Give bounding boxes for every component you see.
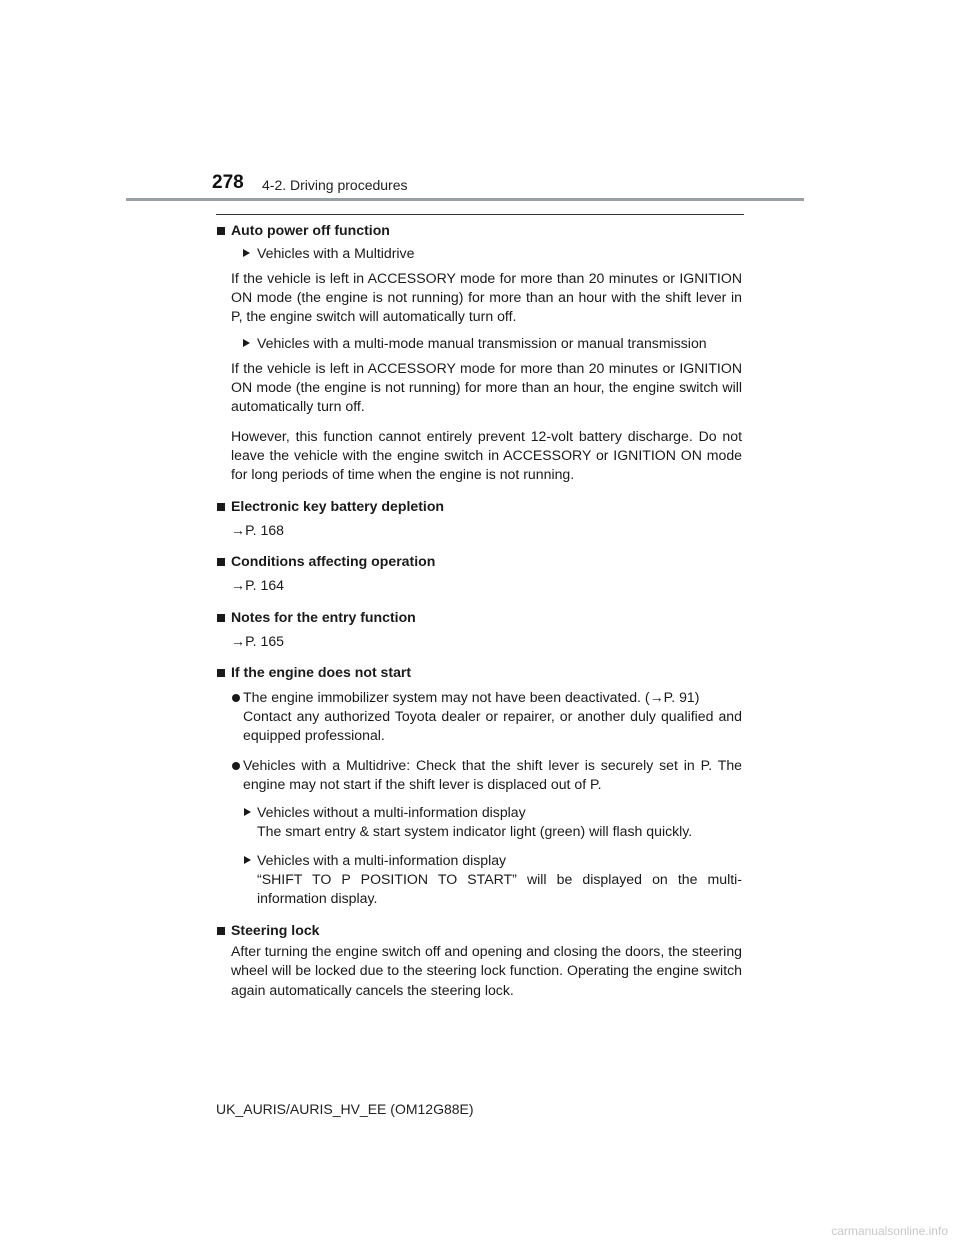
triangle-bullet-icon xyxy=(243,249,250,257)
round-bullet-icon xyxy=(232,694,240,702)
page-content xyxy=(216,221,742,1000)
header-rule xyxy=(126,198,804,201)
heading-entry-function: Notes for the entry function xyxy=(216,608,742,627)
triangle-bullet-icon xyxy=(244,808,251,816)
subheading-multidrive: Vehicles with a Multidrive xyxy=(216,244,742,263)
triangle-bullet-icon xyxy=(244,856,251,864)
square-bullet-icon xyxy=(217,227,225,235)
subitem-without-mid: Vehicles without a multi-information display The smart entry & start system indicator light (green) will flash quickly. xyxy=(216,803,742,842)
heading-key-battery: Electronic key battery depletion xyxy=(216,497,742,516)
page-reference-link[interactable]: →P. 168 xyxy=(231,521,285,538)
bullet-immobilizer: The engine immobilizer system may not have been deactivated. (→P. 91) Contact any authorized Toyota dealer or repairer, or another duly qualified and equipped professional. xyxy=(216,688,742,746)
paragraph-multidrive: If the vehicle is left in ACCESSORY mode for more than 20 minutes or IGNITION ON mode (the engine is not running) for more than an hour with the shift lever in P, the engine switch will automatically turn off. xyxy=(231,269,742,325)
subitem-with-mid: Vehicles with a multi-information display “SHIFT TO P POSITION TO START” will be displayed on the multi-information display. xyxy=(216,851,742,909)
heading-engine-not-start: If the engine does not start xyxy=(216,663,742,682)
page-reference-link[interactable]: →P. 165 xyxy=(231,633,285,650)
square-bullet-icon xyxy=(217,669,225,677)
heading-auto-power-off: Auto power off function xyxy=(216,221,742,240)
triangle-bullet-icon xyxy=(243,339,250,347)
round-bullet-icon xyxy=(232,762,240,770)
square-bullet-icon xyxy=(217,927,225,935)
page-number: 278 xyxy=(212,172,244,193)
bullet-multidrive-check: Vehicles with a Multidrive: Check that the shift lever is securely set in P. The engine may not start if the shift lever is displaced out of P. xyxy=(216,756,742,795)
section-title: 4-2. Driving procedures xyxy=(262,177,408,193)
square-bullet-icon xyxy=(217,558,225,566)
content-rule xyxy=(216,214,744,215)
subheading-manual: Vehicles with a multi-mode manual transmission or manual transmission xyxy=(216,334,742,353)
square-bullet-icon xyxy=(217,503,225,511)
paragraph-note: However, this function cannot entirely prevent 12-volt battery discharge. Do not leave the vehicle with the engine switch in ACCESSORY or IGNITION ON mode for long periods of time when the engine is not running. xyxy=(231,427,742,483)
footer-model-code: UK_AURIS/AURIS_HV_EE (OM12G88E) xyxy=(216,1101,474,1117)
watermark: carmanualsonline.info xyxy=(831,1224,948,1238)
heading-steering-lock: Steering lock xyxy=(216,921,742,940)
heading-conditions: Conditions affecting operation xyxy=(216,552,742,571)
page-reference-link[interactable]: →P. 164 xyxy=(231,577,285,594)
paragraph-steering-lock: After turning the engine switch off and opening and closing the doors, the steering wheel will be locked due to the steering lock function. Operating the engine switch again automatically cancels the steering lock. xyxy=(231,942,742,998)
paragraph-manual: If the vehicle is left in ACCESSORY mode for more than 20 minutes or IGNITION ON mode (the engine is not running) for more than an hour, the engine switch will automatically turn off. xyxy=(231,359,742,415)
square-bullet-icon xyxy=(217,614,225,622)
